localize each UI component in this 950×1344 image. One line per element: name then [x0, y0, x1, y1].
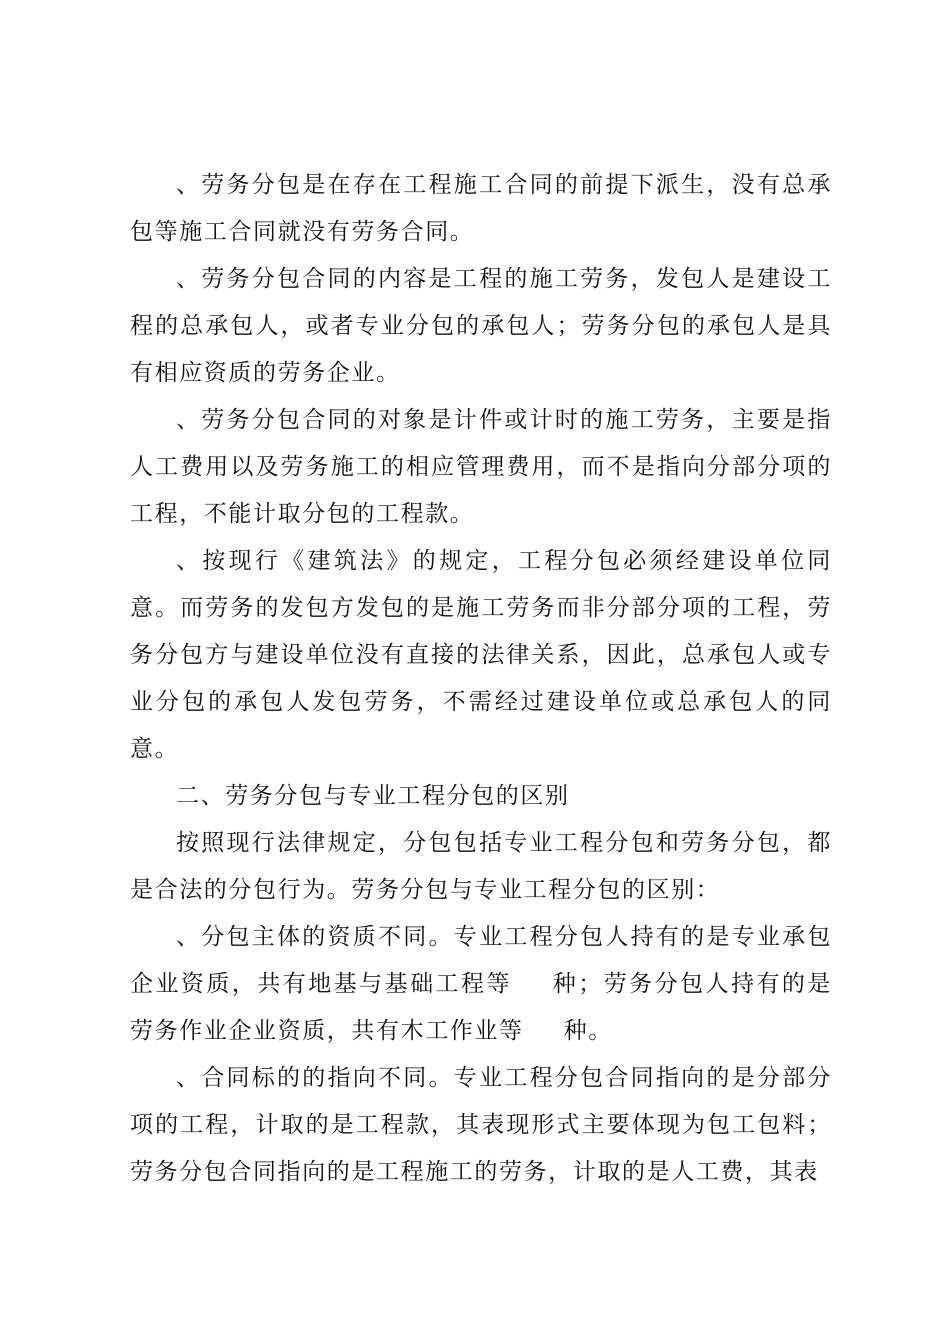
document-body: [130, 162, 832, 1196]
item-1-part-1: 、分包主体的资质不同。专业工程分包人持有的是专业承包企业资质，共有地基与基础工程等: [130, 924, 832, 997]
item-1-part-3: 种。: [563, 1018, 613, 1044]
intro-paragraph: 按照现行法律规定，分包包括专业工程分包和劳务分包，都是合法的分包行为。劳务分包与专业工程分包的区别：: [130, 830, 832, 903]
item-1-paragraph: [130, 914, 832, 1055]
paragraph-4: 、按现行《建筑法》的规定，工程分包必须经建设单位同意。而劳务的发包方发包的是施工劳务而非分部分项的工程，劳务分包方与建设单位没有直接的法律关系，因此，总承包人或专业分包的承包人发包劳务，不需经过建设单位或总承包人的同意。: [130, 548, 832, 762]
paragraph-2: 、劳务分包合同的内容是工程的施工劳务，发包人是建设工程的总承包人，或者专业分包的承包人；劳务分包的承包人是具有相应资质的劳务企业。: [130, 266, 832, 386]
paragraph-1: 、劳务分包是在存在工程施工合同的前提下派生，没有总承包等施工合同就没有劳务合同。: [130, 172, 832, 245]
item-2-paragraph: 、合同标的的指向不同。专业工程分包合同指向的是分部分项的工程，计取的是工程款，其表现形式主要体现为包工包料；劳务分包合同指向的是工程施工的劳务，计取的是人工费，其表: [130, 1065, 832, 1185]
paragraph-3: 、劳务分包合同的对象是计件或计时的施工劳务，主要是指人工费用以及劳务施工的相应管理费用，而不是指向分部分项的工程，不能计取分包的工程款。: [130, 407, 832, 527]
section-heading: 二、劳务分包与专业工程分包的区别: [176, 783, 570, 809]
item-1-part-2: 种；劳务分包人持有的是劳务作业企业资质，共有木工作业等: [130, 971, 832, 1044]
